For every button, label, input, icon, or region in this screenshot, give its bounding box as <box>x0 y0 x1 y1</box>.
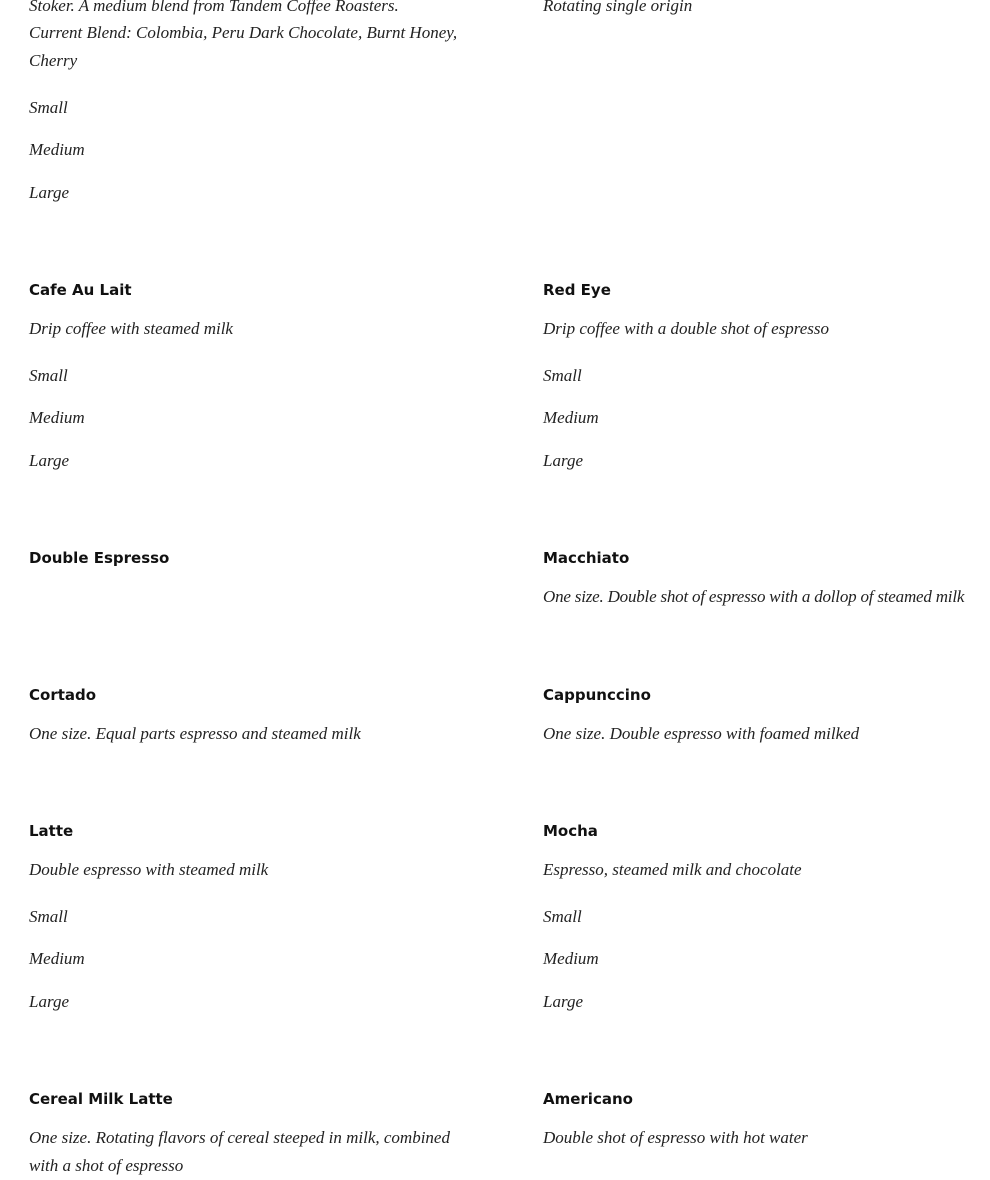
menu-item-name: Cereal Milk Latte <box>29 1090 173 1108</box>
menu-item-description: One size. Equal parts espresso and steamed milk <box>29 724 361 743</box>
size-option-large[interactable]: Large <box>29 183 69 202</box>
menu-item-description: Drip coffee with a double shot of espresso <box>543 319 829 338</box>
menu-item-description: Double espresso with steamed milk <box>29 860 269 879</box>
size-option-large[interactable]: Large <box>29 451 69 470</box>
size-option-medium[interactable]: Medium <box>29 949 85 968</box>
size-option-large[interactable]: Large <box>29 992 69 1011</box>
menu-item-description: Espresso, steamed milk and chocolate <box>543 860 802 879</box>
size-option-large[interactable]: Large <box>543 451 583 470</box>
menu-item-name: Cafe Au Lait <box>29 281 132 299</box>
size-option-large[interactable]: Large <box>543 992 583 1011</box>
menu-item-description: Double shot of espresso with hot water <box>543 1128 808 1147</box>
menu-item-name: Double Espresso <box>29 549 170 567</box>
size-option-medium[interactable]: Medium <box>29 140 85 159</box>
size-option-small[interactable]: Small <box>543 366 582 385</box>
menu-item-name: Cortado <box>29 686 97 704</box>
menu-item-description: One size. Rotating flavors of cereal steeped in milk, combined with a shot of espresso <box>29 1128 450 1175</box>
menu-item-name: Cappunccino <box>543 686 651 704</box>
menu-item-name: Latte <box>29 822 74 840</box>
menu-item-description: Drip coffee with steamed milk <box>29 319 233 338</box>
menu-item-name: Mocha <box>543 822 598 840</box>
menu-item-description: Rotating single origin <box>543 0 693 15</box>
size-option-small[interactable]: Small <box>543 907 582 926</box>
size-option-small[interactable]: Small <box>29 98 68 117</box>
menu-item-description: Stoker. A medium blend from Tandem Coffee Roasters. <box>29 0 399 15</box>
menu-item-name: Americano <box>543 1090 633 1108</box>
menu-item-description: One size. Double shot of espresso with a dollop of steamed milk <box>543 587 965 606</box>
menu-item-description: One size. Double espresso with foamed milked <box>543 724 860 743</box>
size-option-medium[interactable]: Medium <box>29 408 85 427</box>
menu-item-description: Current Blend: Colombia, Peru Dark Chocolate, Burnt Honey, Cherry <box>29 23 458 70</box>
menu-item-name: Red Eye <box>543 281 611 299</box>
size-option-medium[interactable]: Medium <box>543 949 599 968</box>
size-option-small[interactable]: Small <box>29 366 68 385</box>
size-option-medium[interactable]: Medium <box>543 408 599 427</box>
size-option-small[interactable]: Small <box>29 907 68 926</box>
menu-item-name: Macchiato <box>543 549 630 567</box>
